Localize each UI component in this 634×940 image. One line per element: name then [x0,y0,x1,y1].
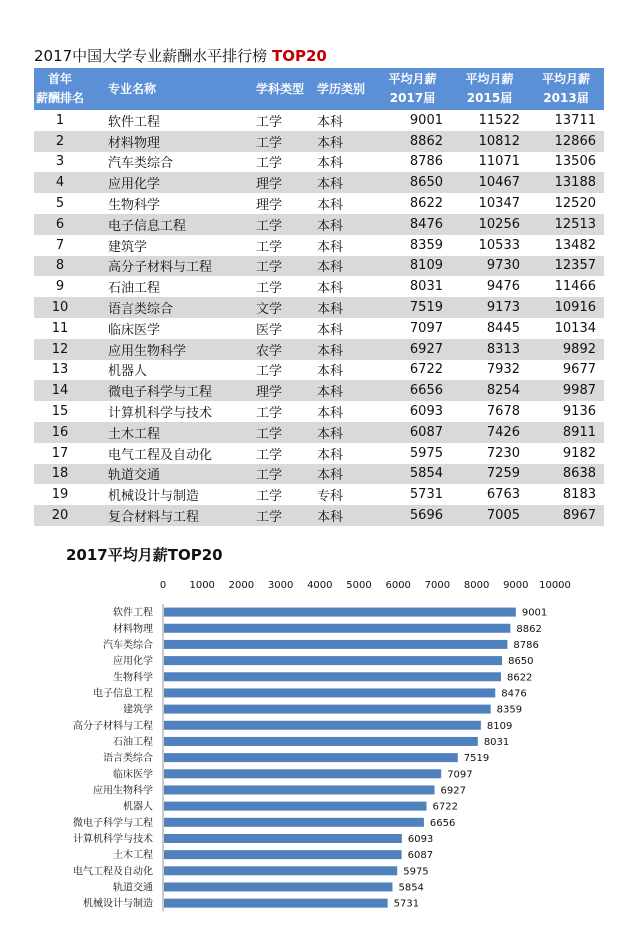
cell-rank: 14 [34,380,86,401]
cell-salary-2013: 10916 [528,297,604,318]
header-degree: 学历类别 [313,68,374,110]
cell-salary-2015: 10812 [451,131,528,152]
x-tick-label: 4000 [307,580,333,591]
cell-discipline: 工学 [256,406,283,422]
bar [164,785,435,794]
cell-salary-2013: 10134 [554,320,596,336]
data-label: 6093 [407,833,434,845]
cell-discipline: 工学 [256,489,283,505]
table-row [34,131,604,152]
cell-discipline: 工学 [252,505,313,526]
bar [164,608,516,617]
cell-rank: 5 [55,196,65,212]
cell-salary-2017: 5696 [374,505,451,526]
header-salary-2015-line1: 平均月薪 [465,72,514,86]
header-major: 专业名称 [86,68,252,110]
data-label: 8359 [496,704,523,716]
header-salary-2017-line1: 平均月薪 [388,72,437,86]
cell-major: 高分子材料与工程 [86,256,252,277]
cell-salary-2015: 7426 [451,422,528,443]
cell-salary-2017: 7519 [374,297,451,318]
cell-discipline: 理学 [256,198,283,214]
cell-salary-2017: 8359 [409,237,443,253]
cell-discipline: 农学 [252,339,313,360]
cell-major: 生物科学 [108,198,161,214]
cell-degree: 本科 [317,198,344,214]
salary-ranking-table [34,68,604,526]
cell-rank: 3 [55,154,65,170]
table-row [34,276,604,297]
x-tick-label: 3000 [267,580,294,591]
cell-rank: 4 [34,172,86,193]
cell-major: 计算机科学与技术 [108,406,213,422]
cell-salary-2017: 8650 [374,172,451,193]
cell-salary-2015: 8445 [486,320,520,336]
header-rank-line2: 薪酬排名 [35,91,84,105]
cell-degree: 本科 [317,114,344,130]
table-row [34,443,604,464]
cell-salary-2015: 10467 [451,172,528,193]
cell-rank: 8 [34,256,86,277]
table-row [34,380,604,401]
cell-salary-2013: 13711 [554,112,596,128]
cell-rank: 11 [51,320,69,336]
cell-salary-2013: 13188 [528,172,604,193]
cell-rank: 19 [51,487,69,503]
cell-major: 微电子科学与工程 [86,380,252,401]
cell-salary-2013: 12513 [528,214,604,235]
cell-salary-2015: 11522 [478,112,520,128]
table-row [34,193,604,214]
data-label: 5975 [403,866,429,878]
bar [164,866,397,875]
cell-salary-2017: 8622 [409,196,443,212]
category-label: 高分子材料与工程 [73,720,153,732]
cell-major: 应用化学 [86,172,252,193]
cell-degree: 本科 [313,172,374,193]
cell-salary-2015: 9476 [486,279,520,295]
bar [164,656,502,665]
cell-major: 机器人 [108,364,148,380]
cell-major: 电气工程及自动化 [108,447,213,463]
bar [164,672,501,681]
cell-salary-2013: 8967 [528,505,604,526]
cell-salary-2015: 7230 [486,445,520,461]
cell-salary-2017: 5975 [409,445,443,461]
cell-degree: 本科 [313,422,374,443]
category-label: 土木工程 [113,850,153,862]
table-row [34,339,604,360]
cell-salary-2013: 11466 [554,279,596,295]
bar [164,624,510,633]
chart-title: 2017平均月薪TOP20 [66,546,223,564]
table-row [34,422,604,443]
x-tick-label: 6000 [385,580,411,591]
table-row [34,318,604,339]
cell-salary-2015: 6763 [486,487,520,503]
bar [164,640,507,649]
cell-rank: 2 [34,131,86,152]
bar [164,769,441,778]
cell-salary-2017: 8786 [409,154,443,170]
cell-major: 石油工程 [108,281,161,297]
category-label: 机器人 [123,801,153,813]
table-row [34,235,604,256]
data-label: 8031 [483,736,510,748]
cell-degree: 本科 [317,281,344,297]
category-label: 应用生物科学 [93,785,153,797]
cell-rank: 15 [51,404,69,420]
cell-degree: 本科 [317,447,344,463]
header-salary-2013-line1: 平均月薪 [541,72,590,86]
data-label: 8650 [508,656,534,668]
cell-salary-2017: 9001 [409,112,443,128]
cell-salary-2015: 10347 [478,196,520,212]
cell-degree: 本科 [313,131,374,152]
x-tick-label: 7000 [424,580,451,591]
cell-salary-2017: 6093 [409,404,443,420]
cell-degree: 本科 [317,406,344,422]
cell-major: 材料物理 [86,131,252,152]
category-label: 软件工程 [113,607,153,619]
bar [164,705,491,714]
cell-rank: 16 [34,422,86,443]
category-label: 电气工程及自动化 [73,866,153,878]
table-row [34,256,604,277]
cell-degree: 本科 [317,156,344,172]
cell-salary-2015: 10533 [478,237,520,253]
cell-discipline: 工学 [256,281,283,297]
cell-salary-2013: 13482 [554,237,596,253]
bar [164,721,481,730]
cell-salary-2013: 9182 [562,445,596,461]
table-body [34,110,604,526]
data-label: 7097 [447,769,473,781]
cell-discipline: 工学 [252,256,313,277]
cell-salary-2015: 8254 [451,380,528,401]
cell-salary-2017: 6087 [374,422,451,443]
cell-salary-2015: 7259 [451,464,528,485]
category-label: 石油工程 [113,736,153,748]
cell-discipline: 工学 [252,131,313,152]
table-row [34,214,604,235]
cell-major: 电子信息工程 [86,214,252,235]
cell-salary-2013: 13506 [554,154,596,170]
table-row [34,172,604,193]
x-tick-label: 8000 [463,580,490,591]
cell-salary-2017: 7097 [409,320,443,336]
cell-salary-2013: 8638 [528,464,604,485]
data-label: 8862 [516,623,542,635]
cell-rank: 6 [34,214,86,235]
cell-discipline: 工学 [256,156,283,172]
category-label: 语言类综合 [103,753,153,765]
table-header-row [34,68,604,110]
cell-discipline: 工学 [252,464,313,485]
cell-discipline: 工学 [256,447,283,463]
cell-salary-2017: 6656 [374,380,451,401]
salary-bar-chart [0,570,634,915]
table-row [34,110,604,131]
cell-salary-2017: 6927 [374,339,451,360]
bar [164,899,388,908]
cell-major: 汽车类综合 [108,156,174,172]
data-label: 6656 [429,817,456,829]
category-label: 微电子科学与工程 [73,817,153,829]
cell-salary-2013: 12520 [554,196,596,212]
category-label: 建筑学 [123,704,153,716]
cell-major: 语言类综合 [86,297,252,318]
cell-major: 临床医学 [108,322,161,338]
category-label: 电子信息工程 [93,688,153,700]
cell-major: 轨道交通 [86,464,252,485]
x-tick-label: 0 [159,580,167,591]
cell-major: 土木工程 [86,422,252,443]
table-title-highlight: TOP20 [271,47,327,65]
cell-degree: 本科 [317,364,344,380]
cell-salary-2013: 8183 [562,487,596,503]
cell-degree: 本科 [313,256,374,277]
cell-salary-2013: 9136 [562,404,596,420]
cell-degree: 本科 [313,380,374,401]
category-label: 应用化学 [113,656,153,668]
cell-rank: 12 [34,339,86,360]
bar [164,850,402,859]
cell-salary-2017: 5854 [374,464,451,485]
cell-discipline: 医学 [256,322,283,338]
data-label: 5854 [398,882,424,894]
data-label: 6722 [432,801,458,813]
data-label: 8109 [486,720,513,732]
cell-salary-2015: 7678 [486,404,520,420]
bar [164,753,458,762]
header-salary-2013 [528,68,604,110]
cell-salary-2017: 6722 [409,362,443,378]
data-label: 6087 [407,850,434,862]
cell-discipline: 工学 [256,364,283,380]
table-row [34,484,604,505]
cell-salary-2015: 7005 [451,505,528,526]
cell-salary-2017: 5731 [409,487,443,503]
category-label: 汽车类综合 [103,639,153,651]
cell-salary-2013: 9987 [528,380,604,401]
cell-salary-2015: 7932 [486,362,520,378]
header-discipline: 学科类型 [252,68,313,110]
table-row [34,297,604,318]
cell-salary-2013: 12357 [528,256,604,277]
cell-discipline: 工学 [252,214,313,235]
data-label: 6927 [440,785,466,797]
data-label: 8622 [506,672,533,684]
category-label: 生物科学 [113,672,153,684]
cell-salary-2015: 9173 [451,297,528,318]
category-label: 计算机科学与技术 [73,833,153,845]
table-row [34,152,604,173]
category-label: 机械设计与制造 [83,898,153,910]
header-salary-2015 [451,68,528,110]
cell-degree: 本科 [313,339,374,360]
cell-salary-2017: 8109 [374,256,451,277]
table-title-text: 2017中国大学专业薪酬水平排行榜 [34,47,268,65]
cell-major: 软件工程 [108,114,161,130]
bar [164,882,392,891]
cell-discipline: 工学 [256,114,283,130]
cell-rank: 7 [55,237,65,253]
table-title [34,45,327,66]
cell-salary-2013: 9892 [528,339,604,360]
header-salary-2013-line2: 2013届 [543,91,589,105]
bar [164,688,495,697]
cell-discipline: 理学 [252,172,313,193]
cell-rank: 9 [55,279,65,295]
data-label: 9001 [521,607,548,619]
cell-major: 应用生物科学 [86,339,252,360]
cell-rank: 17 [51,445,69,461]
data-label: 5731 [393,898,420,910]
cell-degree: 本科 [313,214,374,235]
cell-major: 机械设计与制造 [108,489,200,505]
cell-rank: 1 [55,112,65,128]
bar [164,802,427,811]
header-salary-2015-line2: 2015届 [466,91,513,105]
cell-salary-2013: 8911 [528,422,604,443]
category-label: 轨道交通 [113,882,153,894]
x-tick-label: 1000 [189,580,215,591]
cell-salary-2013: 12866 [528,131,604,152]
header-salary-2017-line2: 2017届 [389,91,436,105]
x-tick-label: 5000 [346,580,372,591]
cell-degree: 本科 [317,322,344,338]
cell-rank: 18 [34,464,86,485]
cell-degree: 本科 [313,297,374,318]
cell-salary-2017: 8476 [374,214,451,235]
cell-degree: 本科 [313,464,374,485]
data-label: 8786 [513,639,539,651]
category-label: 材料物理 [113,623,153,635]
header-rank [34,68,86,110]
cell-rank: 10 [34,297,86,318]
cell-discipline: 文学 [252,297,313,318]
data-label: 8476 [501,688,527,700]
cell-major: 复合材料与工程 [86,505,252,526]
cell-degree: 专科 [317,489,344,505]
category-label: 临床医学 [113,769,153,781]
header-salary-2017 [374,68,451,110]
cell-salary-2013: 9677 [562,362,596,378]
cell-salary-2015: 8313 [451,339,528,360]
x-tick-label: 9000 [503,580,529,591]
x-tick-label: 2000 [228,580,255,591]
cell-salary-2015: 9730 [451,256,528,277]
cell-degree: 本科 [317,239,344,255]
header-rank-line1: 首年 [47,72,72,86]
x-tick-label: 10000 [539,580,571,591]
cell-degree: 本科 [313,505,374,526]
table-row [34,464,604,485]
cell-discipline: 工学 [252,422,313,443]
cell-rank: 20 [34,505,86,526]
cell-salary-2017: 8862 [374,131,451,152]
cell-discipline: 理学 [252,380,313,401]
bar [164,818,424,827]
cell-salary-2017: 8031 [409,279,443,295]
table-row [34,505,604,526]
table-row [34,401,604,422]
table-row [34,360,604,381]
bar [164,834,402,843]
cell-major: 建筑学 [108,239,148,255]
cell-rank: 13 [51,362,69,378]
cell-salary-2015: 10256 [451,214,528,235]
cell-discipline: 工学 [256,239,283,255]
data-label: 7519 [463,753,490,765]
bar [164,737,478,746]
cell-salary-2015: 11071 [478,154,520,170]
